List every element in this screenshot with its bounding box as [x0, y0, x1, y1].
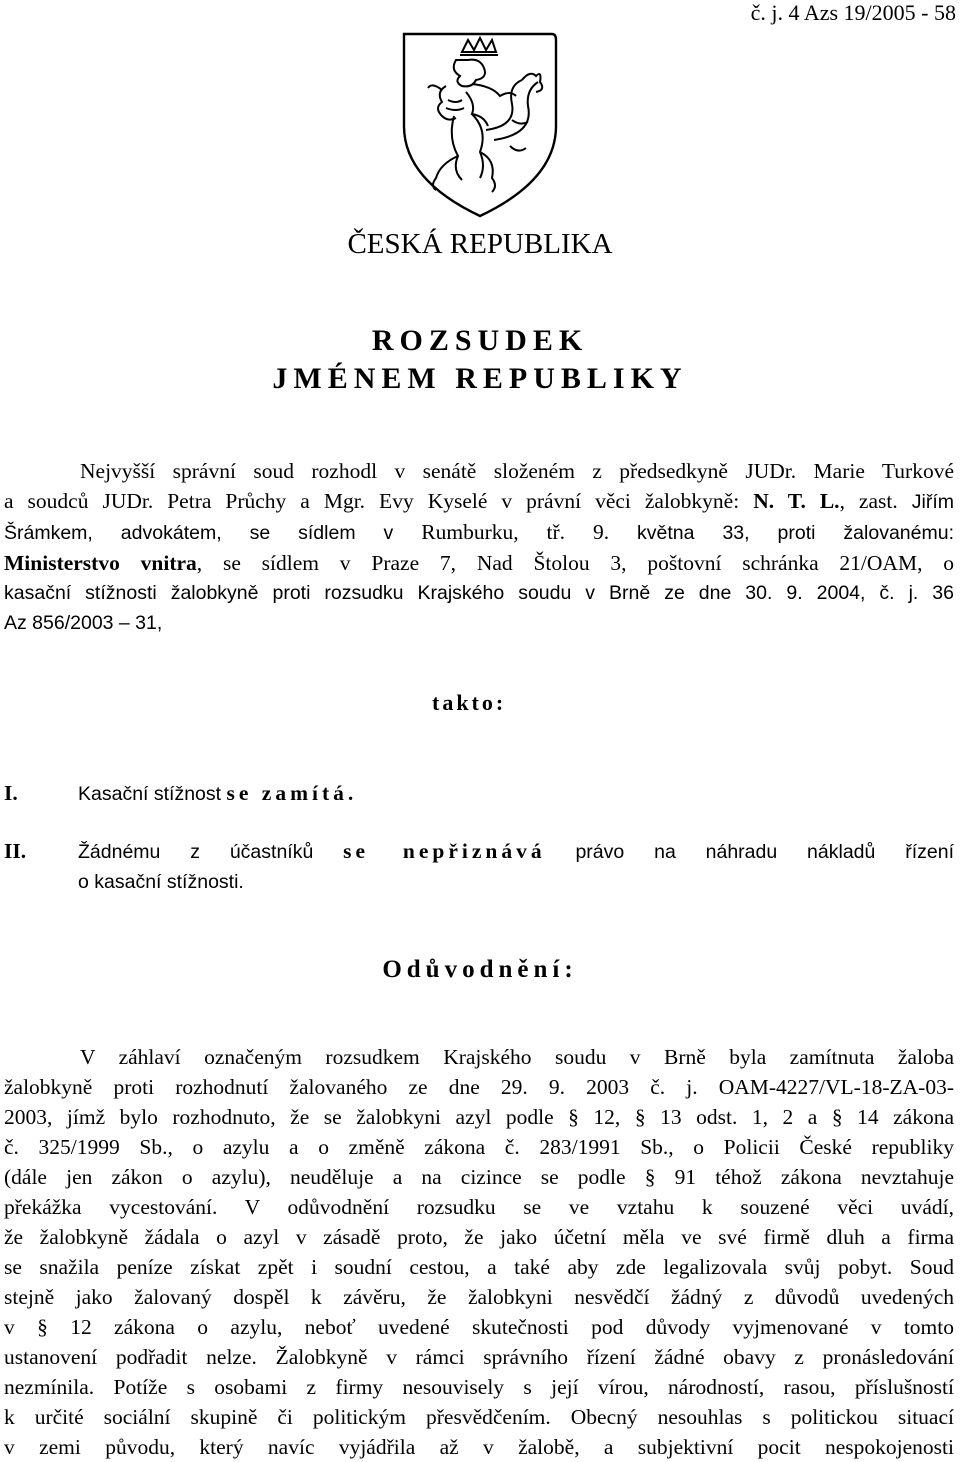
intro-paragraph: [4, 456, 954, 638]
item-emphasis: se zamítá.: [226, 781, 358, 805]
item-text: Kasační stížnost: [78, 783, 227, 805]
verdict-subtitle: JMÉNEM REPUBLIKY: [272, 362, 688, 395]
reasoning-line: v § 12 zákona o azylu, neboť uvedené skutečnosti pod důvody vyjmenované v tomto: [4, 1315, 954, 1339]
intro-line-5: kasační stížnosti žalobkyně proti rozsudku Krajského soudu v Brně ze dne 30. 9. 2004, č. j. 36: [4, 582, 954, 604]
case-number: č. j. 4 Azs 19/2005 - 58: [750, 0, 956, 25]
reasoning-line: č. 325/1999 Sb., o azylu a o změně zákona č. 283/1991 Sb., o Policii České republiky: [4, 1135, 954, 1159]
item-emphasis: se nepřiznává: [343, 839, 546, 863]
takto-heading: takto:: [432, 690, 507, 715]
defendant-name: Ministerstvo vnitra: [4, 551, 197, 575]
reasoning-line: v zemi původu, který navíc vyjádřila až v žalobě, a subjektivní pocit nespokojenosti: [4, 1435, 954, 1459]
intro-line-4b: , se sídlem v Praze 7, Nad Štolou 3, poštovní schránka 21/OAM, o: [196, 551, 955, 575]
czech-coat-of-arms-icon: [376, 30, 582, 220]
item-text-continued: o kasační stížnosti.: [78, 871, 244, 893]
reasoning-line: stejně jako žalovaný dospěl k závěru, že žalobkyni nesvědčí žádný z důvodů uvedených: [4, 1285, 954, 1309]
reasoning-line: 2003, jímž bylo rozhodnuto, že se žalobkyni azyl podle § 12, § 13 odst. 1, 2 a § 14 zákona: [4, 1105, 954, 1129]
reasoning-line: k určité sociální skupině či politickým přesvědčením. Obecný nesouhlas s politickou situací: [4, 1405, 954, 1429]
reasoning-line: žalobkyně proti rozhodnutí žalovaného ze dne 29. 9. 2003 č. j. OAM-4227/VL-18-ZA-03-: [4, 1075, 954, 1099]
reasoning-line: (dále jen zákon o azylu), neuděluje a na cizince se podle § 91 téhož zákona nevztahuje: [4, 1165, 954, 1189]
intro-line-6: Az 856/2003 – 31,: [4, 612, 163, 634]
item-text: Žádnému z účastníků: [78, 841, 344, 863]
state-name: ČESKÁ REPUBLIKA: [347, 228, 613, 260]
item-text-tail: právo na náhradu nákladů řízení: [545, 841, 954, 863]
reasoning-line: ustanovení podřadit nelze. Žalobkyně v rámci správního řízení žádné obavy z pronásledování: [4, 1345, 954, 1369]
item-number: II.: [4, 839, 27, 863]
intro-line-2d: Jiřím: [911, 491, 954, 513]
reasoning-line: že žalobkyně žádala o azyl v zásadě proto, že jako účetní měla ve své firmě dluh a firma: [4, 1225, 954, 1249]
intro-line-3a: Šrámkem, advokátem, se sídlem v: [4, 522, 422, 544]
reasoning-line: se snažila peníze získat zpět i soudní cestou, a také aby zde legalizovala svůj pobyt. Soud: [4, 1255, 954, 1279]
verdict-title: ROZSUDEK: [371, 324, 589, 357]
plaintiff-name: N. T. L.: [753, 489, 840, 513]
intro-line-3b: Rumburku, tř. 9.: [421, 520, 610, 544]
intro-line-3c: května 33, proti žalovanému:: [609, 522, 954, 544]
reasoning-heading: Odůvodnění:: [382, 956, 578, 983]
reasoning-line: V záhlaví označeným rozsudkem Krajského soudu v Brně byla zamítnuta žaloba: [80, 1045, 954, 1069]
intro-line-2c: , zast.: [839, 489, 912, 513]
reasoning-paragraph: [4, 1042, 954, 1462]
item-number: I.: [4, 781, 18, 805]
intro-line-2a: a soudců JUDr. Petra Průchy a Mgr. Evy Kyselé v právní věci žalobkyně:: [4, 489, 754, 513]
reasoning-line: nezmínila. Potíže s osobami z firmy nesouvisely s její vírou, národností, rasou, příslušností: [4, 1375, 954, 1399]
intro-line-1: Nejvyšší správní soud rozhodl v senátě složeném z předsedkyně JUDr. Marie Turkové: [80, 459, 954, 483]
reasoning-line: překážka vycestování. V odůvodnění rozsudku se ve vztahu k souzené věci uvádí,: [4, 1195, 954, 1219]
